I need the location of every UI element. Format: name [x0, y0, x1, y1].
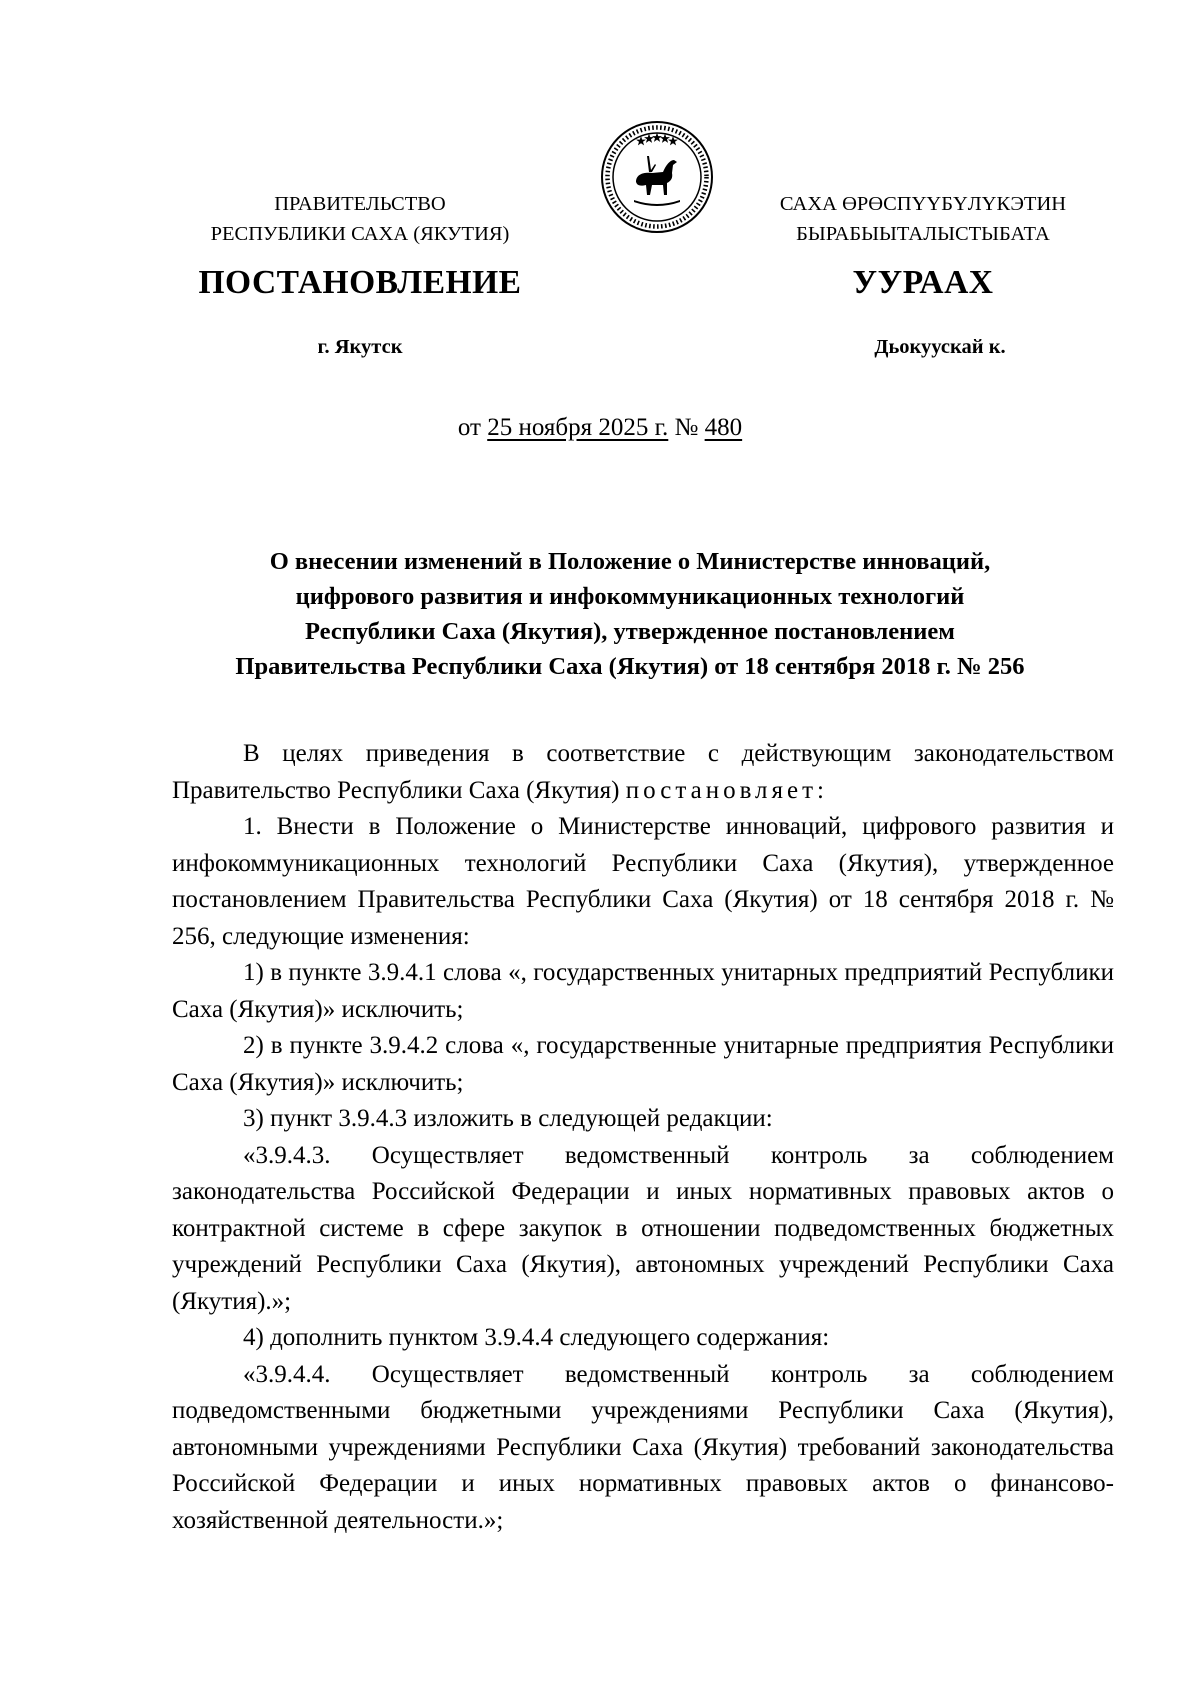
date-prefix: от — [457, 414, 488, 441]
org-name-sakha-line1: САХА ӨРӨСПҮҮБҮЛҮКЭТИН — [779, 193, 1067, 215]
document-title — [150, 544, 1110, 684]
org-name-sakha-line2: БЫРАБЫЫТАЛЫСТЫБАТА — [796, 223, 1050, 245]
preamble-decree-word: постановляет: — [625, 776, 828, 804]
title-line-1: О внесении изменений в Положение о Министерстве инноваций, — [269, 548, 991, 575]
document-number: 480 — [704, 414, 743, 441]
paragraph-subitem-2: 2) в пункте 3.9.4.2 слова «, государственные унитарные предприятия Республики Саха (Якутия)» исключить; — [172, 1032, 1114, 1096]
org-name-ru — [170, 189, 550, 249]
number-sign: № — [668, 414, 705, 441]
paragraph-subitem-1: 1) в пункте 3.9.4.1 слова «, государственных унитарных предприятий Республики Саха (Якутия)» исключить; — [172, 959, 1114, 1023]
org-name-ru-line2: РЕСПУБЛИКИ САХА (ЯКУТИЯ) — [210, 223, 510, 245]
org-name-sakha — [733, 189, 1113, 249]
paragraph-item-1: 1. Внести в Положение о Министерстве инноваций, цифрового развития и инфокоммуникационных технологий Республики Саха (Якутия), утвержденное постановлением Правительства Республики Саха (Якутия) от 18 сентября 2018 г. № 256, следующие изменения: — [172, 813, 1114, 950]
org-name-ru-line1: ПРАВИТЕЛЬСТВО — [274, 193, 446, 215]
preamble-text: В целях приведения в соответствие с действующим законодательством Правительство Республики Саха (Якутия) — [172, 740, 1114, 804]
paragraph-subitem-4: 4) дополнить пунктом 3.9.4.4 следующего содержания: — [243, 1324, 830, 1351]
coat-of-arms-icon — [600, 120, 714, 234]
document-date: 25 ноября 2025 г. — [487, 414, 669, 441]
doc-type-ru: ПОСТАНОВЛЕНИЕ — [198, 264, 522, 301]
title-line-2: цифрового развития и инфокоммуникационных технологий — [295, 583, 965, 610]
city-ru: г. Якутск — [317, 336, 403, 358]
city-sakha: Дьокуускай к. — [874, 336, 1006, 358]
title-line-3: Республики Саха (Якутия), утвержденное постановлением — [305, 618, 955, 645]
paragraph-quote-3943: «3.9.4.3. Осуществляет ведомственный контроль за соблюдением законодательства Российской Федерации и иных нормативных правовых актов о контрактной системе в сфере закупок в отношении подведомственных бюджетных учреждений Республики Саха (Якутия), автономных учреждений Республики Саха (Якутия).»; — [172, 1141, 1114, 1315]
paragraph-subitem-3: 3) пункт 3.9.4.3 изложить в следующей редакции: — [243, 1105, 773, 1132]
paragraph-preamble — [172, 736, 1114, 809]
paragraph-quote-3944: «3.9.4.4. Осуществляет ведомственный контроль за соблюдением подведомственными бюджетными учреждениями Республики Саха (Якутия), автономными учреждениями Республики Саха (Якутия) требований законодательства Российской Федерации и иных нормативных правовых актов о финансово-хозяйственной деятельности.»; — [172, 1360, 1114, 1534]
title-line-4: Правительства Республики Саха (Якутия) от 18 сентября 2018 г. № 256 — [235, 653, 1025, 680]
document-body — [172, 736, 1114, 1539]
doc-type-sakha: УУРААХ — [852, 264, 994, 301]
date-line — [0, 414, 1200, 442]
